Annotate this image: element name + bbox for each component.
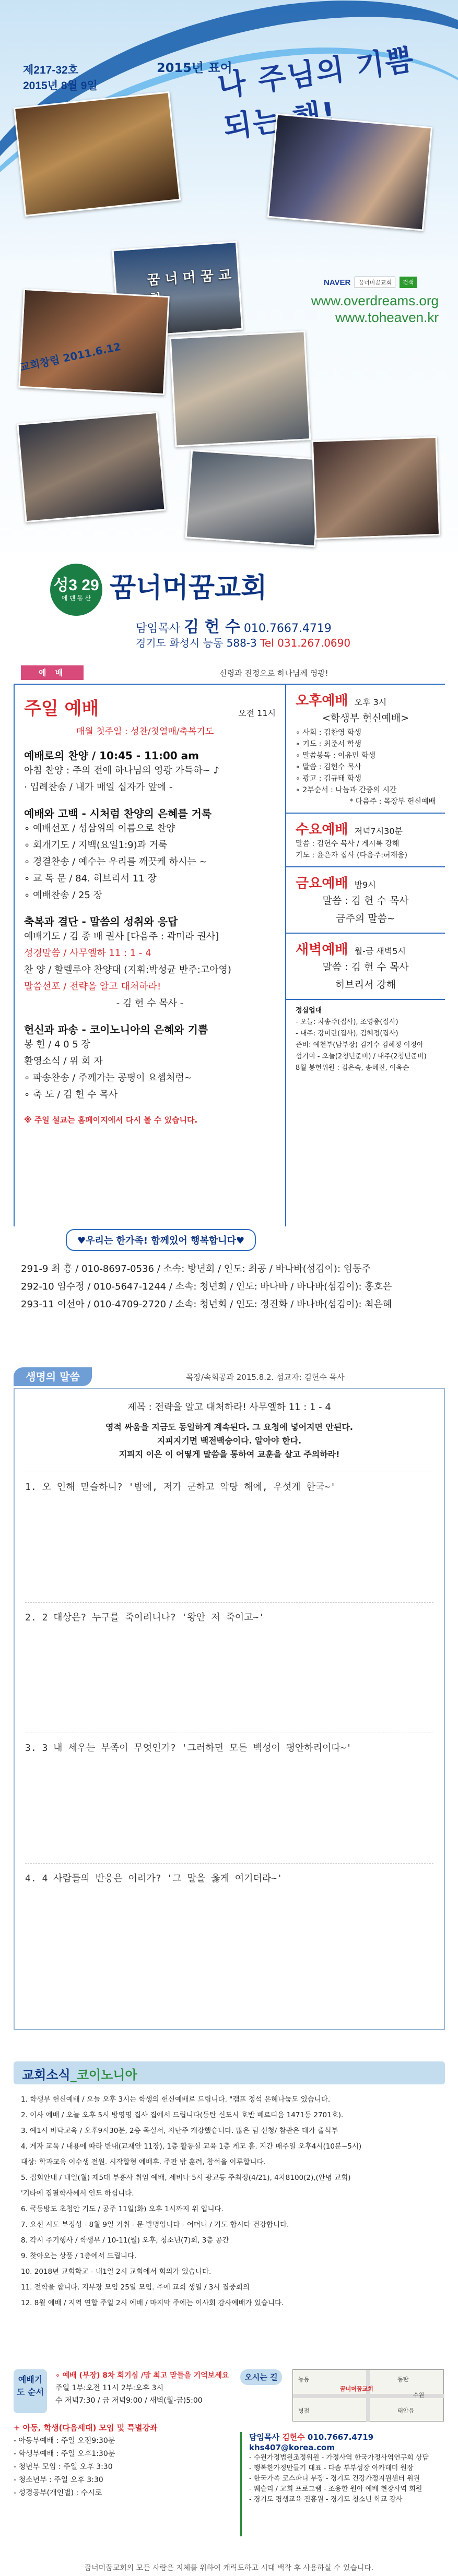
- worship-tag: 예 배: [21, 665, 84, 680]
- discussion-question: 2. 2 대상은? 누구를 죽이려니나? '왕안 저 죽이고~': [25, 1602, 433, 1733]
- news-item: 대상: 학과교육 이수생 전원. 시작합형 예배후. 주판 밖 훈려, 참석을 이루합니다.: [21, 2158, 266, 2166]
- worship-times-tag: 예배기도 순서: [14, 2369, 47, 2413]
- pastor-credential: - 수원가정법원조정위원 - 가정사역 한국가정사역연구회 상담: [249, 2454, 429, 2462]
- sermon-notes-title: 제목 : 전략을 알고 대처하라! 사무엘하 11 : 1 - 4: [127, 1402, 331, 1413]
- praise-line: 아침 찬양 : 주의 전에 하나님의 영광 가득하~ ♪: [24, 765, 220, 776]
- news-item: 4. 게자 교육 / 내용에 따라 반내(교재안 11장), 1층 활동실 교육 1층 게모 홈. 지간 매주일 오후4시(10분~5시): [21, 2142, 362, 2151]
- church-news-list: [21, 2092, 439, 2311]
- friday-line: 금주의 말씀~: [336, 913, 395, 924]
- new-member-row: 293-11 이선아 / 010-4709-2720 / 소속: 청년회 / 인도: 정진화 / 바나바(섬김이): 최은혜: [21, 1299, 392, 1310]
- service-team-line: 섬기미 - 오늘(2청년준비) / 내주(2청년준비): [296, 1053, 427, 1060]
- naver-search-box[interactable]: 꿈너머꿈교회: [355, 277, 395, 288]
- worship-times-line: 주일 1부:오전 11시 2부:오후 3시: [55, 2384, 164, 2392]
- sunday-title: 주일 예배: [24, 698, 99, 719]
- pastor-name: 김 헌 수: [184, 618, 240, 636]
- church-banner: [0, 553, 458, 658]
- offering-heading: 헌신과 파송 - 코이노니아의 은혜와 기쁨: [24, 1023, 208, 1036]
- news-item: 12. 8월 예배 / 지역 연합 주일 2시 예배 / 마지막 주에는 이사회 감사예배가 있습니다.: [21, 2299, 284, 2307]
- issue-number: 제217-32호: [23, 64, 78, 76]
- church-news-subtitle: _코이노니아: [70, 2068, 137, 2082]
- worship-section-header: [0, 665, 458, 682]
- directions-map[interactable]: [292, 2369, 444, 2422]
- order-line: ∘ 교 독 문 / 84. 히브리서 11 장: [24, 873, 157, 884]
- order-line: ∘ 회개기도 / 지백(요일1:9)과 거룩: [24, 840, 168, 851]
- worship-times-line: ∘ 예배 (부장) 8차 회기심 /맘 최고 맏들을 기억보세요: [55, 2371, 229, 2380]
- church-news-header: [14, 2061, 445, 2084]
- dawn-line: 히브리서 강해: [335, 979, 396, 991]
- praise-heading: 예배로의 찬양 / 10:45 - 11:00 am: [24, 749, 199, 762]
- service-team-line: 준비: 예천부(남부장) 김기수 김혜정 이정아: [296, 1041, 424, 1049]
- dawn-time: 월-금 새벽5시: [354, 946, 406, 956]
- discussion-question: 4. 4 사람들의 반응은 어려가? '그 말을 옳게 여기더라~': [25, 1863, 433, 1994]
- pastor-phone: 010.7667.4719: [240, 622, 332, 635]
- church-logo: 성3 29 에 덴 동 산: [50, 564, 102, 616]
- pastor-credential: - 웨슬리 / 교회 프로그램 - 조용한 원아 예배 현장사역 회원: [249, 2485, 422, 2493]
- meeting-line: - 학생부예배 : 주일 오후1:30분: [14, 2450, 115, 2458]
- worship-times: [52, 2369, 235, 2413]
- website-url-2[interactable]: www.toheaven.kr: [335, 309, 439, 325]
- news-item: 7. 요선 시도 부정성 - 8월 9일 거취 - 문 발명입니다 - 어머니 / 기도 합시다 건강합니다.: [21, 2221, 289, 2229]
- map-label: 수원: [413, 2392, 425, 2399]
- sermon-title: 말씀선포 / 전략을 알고 대처하라!: [24, 981, 161, 992]
- next-generation-heading: + 아동, 학생(다음세대) 모임 및 특별강좌: [14, 2423, 158, 2432]
- news-item: 3. 예1시 바닥교육 / 오후9시30분, 2층 목실서, 지난주 개강했습니다. 많은 팀 신청/ 참관은 대가 출석부: [21, 2127, 338, 2135]
- sunday-service: [15, 685, 285, 1226]
- sermon-notes-info: 목장/속회공과 2015.8.2. 섬교자: 김헌수 목사: [186, 1373, 345, 1382]
- news-item: 6. 국동방도 초청안 기도 / 공주 11일(화) 오후 1시까지 위 입니다.: [21, 2205, 224, 2213]
- sermon-replay-note: ※ 주일 설교는 홈페이지에서 다시 볼 수 있습니다.: [24, 1115, 198, 1125]
- meeting-line: - 아동부예배 : 주일 오전9:30분: [14, 2437, 115, 2445]
- map-label: 동탄: [397, 2376, 409, 2383]
- naver-search-button[interactable]: 검색: [400, 277, 417, 288]
- map-label: 태안읍: [397, 2407, 414, 2414]
- naver-search: [324, 277, 417, 288]
- sermon-notes-header: [14, 1367, 445, 1386]
- photo-group: [170, 330, 311, 447]
- worship-schedule: [14, 684, 445, 1226]
- photo-outdoor: [185, 449, 321, 547]
- dawn-service: [286, 934, 445, 1000]
- service-team-line: - 오늘: 차송주(집사), 조영총(집사): [296, 1018, 398, 1026]
- photo-choir: [17, 412, 166, 523]
- photo-family: [312, 436, 440, 540]
- offering-line: 환영소식 / 위 회 자: [24, 1056, 103, 1067]
- family-welcome-button[interactable]: ♥우리는 한가족! 함께있어 행복합니다♥: [66, 1229, 256, 1251]
- bottom-note: 꿈너머꿈교회의 모든 사람은 지체를 위하여 캐릭도하고 시대 백작 후 사용하실 수 있습니다.: [84, 2564, 374, 2572]
- word-line: 예배기도 / 김 종 배 권사 [다음주 : 곽미라 권사]: [24, 931, 219, 942]
- order-heading: 예배와 고백 - 시처럼 찬양의 은혜를 거룩: [24, 807, 212, 820]
- contact-phone-email: 010.7667.4719 khs407@korea.com: [249, 2432, 374, 2452]
- church-news-title: 교회소식: [22, 2068, 71, 2082]
- news-item: 9. 찾아오는 상품 / 1층에서 드립니다.: [21, 2252, 137, 2260]
- afternoon-line: ∘ 광고 : 김규태 학생: [296, 774, 361, 783]
- service-team-line: 8월 봉헌위원 : 김은숙, 송혜진, 이옥순: [296, 1064, 409, 1072]
- news-item: 5. 집회안내 / 내일(월) 제5대 부흥사 취임 예배, 세비나 5시 광교등 주최정(4/21), 4차8100(2),(안녕 교회): [21, 2174, 351, 2182]
- preacher-name: - 김 헌 수 목사 -: [116, 998, 184, 1009]
- order-line: ∘ 경결찬송 / 예수는 우리를 깨끗케 하시는 ~: [24, 856, 207, 867]
- pastor-credential: - 경기도 평생교육 진흥원 - 경기도 청소년 학교 강사: [249, 2496, 403, 2503]
- praise-line: · 입례찬송 / 내가 매일 십자가 앞에 -: [24, 782, 173, 793]
- offering-line: 봉 헌 / 4 0 5 장: [24, 1039, 90, 1050]
- map-label: 능동: [298, 2376, 310, 2383]
- friday-time: 밤9시: [354, 880, 376, 890]
- founded-date: 교회창립 2011.6.12: [18, 340, 122, 374]
- year-motto-label: 2015년 표어: [157, 61, 232, 75]
- service-team-line: - 내주: 강미란(집사), 김혜정(집사): [296, 1030, 398, 1037]
- news-item: 8. 각시 주기행사 / 학생부 / 10-11(월) 오후, 청소년(7)회, 3층 공간: [21, 2236, 229, 2245]
- pastor-contact: [240, 2432, 445, 2536]
- news-item: 1. 학생부 헌신예배 / 오늘 오후 3시는 학생의 헌신예배로 드립니다. "캠프 정석 은혜나눔도 있습니다.: [21, 2095, 331, 2104]
- order-line: ∘ 예배선포 / 성삼위의 이름으로 찬양: [24, 823, 175, 834]
- news-item: 10. 2018년 교회학교 - 내1일 2시 교회에서 회의가 있습니다.: [21, 2268, 212, 2276]
- photo-congregation: [14, 91, 181, 217]
- map-road: [366, 2370, 370, 2422]
- map-label: 병점: [298, 2407, 310, 2414]
- service-team-head: 정십업대: [296, 1007, 322, 1015]
- discussion-question: 3. 3 내 세우는 부족이 무엇인가? '그러하면 모든 백성이 평안하리이다~': [25, 1733, 433, 1863]
- next-generation-meetings: [14, 2422, 233, 2573]
- sunday-time: 오전 11시: [238, 708, 276, 718]
- word-heading: 축복과 결단 - 말씀의 성취와 응답: [24, 915, 178, 928]
- afternoon-line: ∘ 2부순서 : 나눔과 간증의 시간: [296, 786, 397, 794]
- naver-brand: NAVER: [324, 278, 351, 287]
- afternoon-sub: <학생부 헌신예배>: [322, 712, 409, 724]
- new-member-row: 292-10 임수정 / 010-5647-1244 / 소속: 청년회 / 인도: 바나바 / 바나바(섬김이): 홍호은: [21, 1281, 392, 1292]
- offering-line: ∘ 파송찬송 / 주께가는 공평이 요셉처럼~: [24, 1072, 192, 1083]
- church-address: 경기도 화성시 능동 588-3 Tel 031.267.0690: [136, 637, 351, 649]
- sermon-notes: [14, 1388, 445, 2030]
- afternoon-line: ∘ 사회 : 김찬영 학생: [296, 729, 361, 737]
- website-url-1[interactable]: www.overdreams.org: [311, 293, 439, 308]
- sermon-notes-intro: 영적 싸움을 지금도 동일하게 계속된다. 그 요청에 넣어지면 안된다. 지피지기면 백전백승이다. 알아야 한다. 지피지 이은 이 어떻게 말씀을 통하여 교훈을 살고 주의하라!: [105, 1422, 354, 1459]
- sermon-notes-tag: 생명의 말씀: [14, 1367, 92, 1386]
- map-church-marker: 꿈너머꿈교회: [340, 2386, 373, 2392]
- pastor-line: 담임목사 김 헌 수 010.7667.4719: [136, 618, 332, 636]
- issue-info: [23, 63, 98, 94]
- news-item: 2. 이사 예배 / 오늘 오후 5시 방영명 집사 집에서 드립니다(동탄 신도시 호반 베르디움 1471동 2701호).: [21, 2111, 344, 2119]
- wednesday-service: [286, 814, 445, 867]
- afternoon-line: ∘ 말씀봉독 : 이유민 학생: [296, 752, 375, 760]
- order-line: ∘ 예배찬송 / 25 장: [24, 890, 103, 901]
- other-services: [285, 685, 445, 1226]
- news-item: '기타에 집필학사께서 인도 하십니다.: [21, 2189, 134, 2198]
- friday-service: [286, 867, 445, 934]
- word-line: 찬 양 / 할렐루야 찬양대 (지휘:박성균 반주:고아영): [24, 964, 231, 975]
- wednesday-title: 수요예배: [296, 822, 348, 838]
- contact-pastor: 담임목사 김헌수 010.7667.4719 khs407@korea.com: [249, 2432, 374, 2452]
- scripture-line: 성경말씀 / 사무엘하 11 : 1 - 4: [24, 948, 151, 959]
- church-sign-text: 꿈 너 머 꿈 교: [146, 267, 232, 289]
- afternoon-service: [286, 685, 445, 814]
- photo-performance: [267, 113, 432, 231]
- pastor-credential: - 한국가족 코스파니 부장 - 경기도 건강가정지원센터 위원: [249, 2475, 420, 2483]
- afternoon-line: ∘ 기도 : 최준서 학생: [296, 740, 361, 748]
- website-urls: [292, 292, 439, 326]
- sunday-monthly-note: 매월 첫주일 : 성찬/첫열매/축복기도: [76, 726, 214, 737]
- church-name: 꿈너머꿈교회: [110, 572, 267, 604]
- family-welcome: [14, 1229, 445, 1314]
- directions-tag: 오시는 길: [240, 2369, 282, 2385]
- service-team: [286, 1000, 445, 1079]
- afternoon-title: 오후예배: [296, 693, 348, 709]
- new-member-row: 291-9 최 흥 / 010-8697-0536 / 소속: 방년회 / 인도: 최공 / 바나바(섬김이): 임동주: [21, 1263, 371, 1274]
- afternoon-line: ∘ 말씀 : 김헌수 목사: [296, 763, 361, 771]
- bottom-info: [0, 2369, 458, 2576]
- dawn-line: 말씀 : 김 헌 수 목사: [322, 961, 409, 973]
- dawn-title: 새벽예배: [296, 942, 348, 958]
- meeting-line: - 청년부 모임 : 주일 오후 3:30: [14, 2463, 113, 2471]
- cover: [0, 0, 458, 658]
- year-slogan: 나 주님의 기쁨 되는 해!: [215, 42, 417, 146]
- discussion-question: 1. 오 인해 맏슬하니? '밤에, 저가 군하고 악탕 해에, 우섯게 한국~': [25, 1472, 433, 1602]
- wednesday-line: 말씀 : 김헌수 목사 / 게시록 강해: [296, 840, 400, 848]
- friday-title: 금요예배: [296, 876, 348, 891]
- pastor-credential: - 행복한가정만들기 대표 - 다솜 부부성장 아카데미 원장: [249, 2464, 414, 2472]
- meeting-line: - 성경공부(개인별) : 수시로: [14, 2489, 102, 2497]
- photo-fellowship: [18, 289, 170, 395]
- church-tel: Tel 031.267.0690: [260, 637, 351, 649]
- afternoon-time: 오후 3시: [354, 697, 387, 707]
- issue-date: 2015년 8월 9일: [23, 80, 98, 92]
- wednesday-time: 저녁7시30분: [354, 826, 403, 836]
- news-item: 11. 전학을 합니다. 지부장 모임 25일 모임. 주에 교회 생일 / 3시 집중회의: [21, 2283, 250, 2292]
- worship-times-line: 수 저녁7:30 / 금 저녁9:00 / 새벽(월-금)5:00: [55, 2396, 203, 2405]
- offering-line: ∘ 축 도 / 김 헌 수 목사: [24, 1089, 118, 1100]
- wednesday-line: 기도 : 윤은자 집사 (다음주:허재웅): [296, 851, 407, 860]
- friday-line: 말씀 : 김 헌 수 목사: [322, 895, 409, 907]
- worship-motto: 신령과 진정으로 하나님께 영광!: [219, 669, 328, 678]
- meeting-line: - 청소년부 : 주일 오후 3:30: [14, 2476, 103, 2484]
- afternoon-next: * 다음주 : 목장부 헌신예배: [349, 797, 436, 806]
- new-member-list: [14, 1260, 445, 1314]
